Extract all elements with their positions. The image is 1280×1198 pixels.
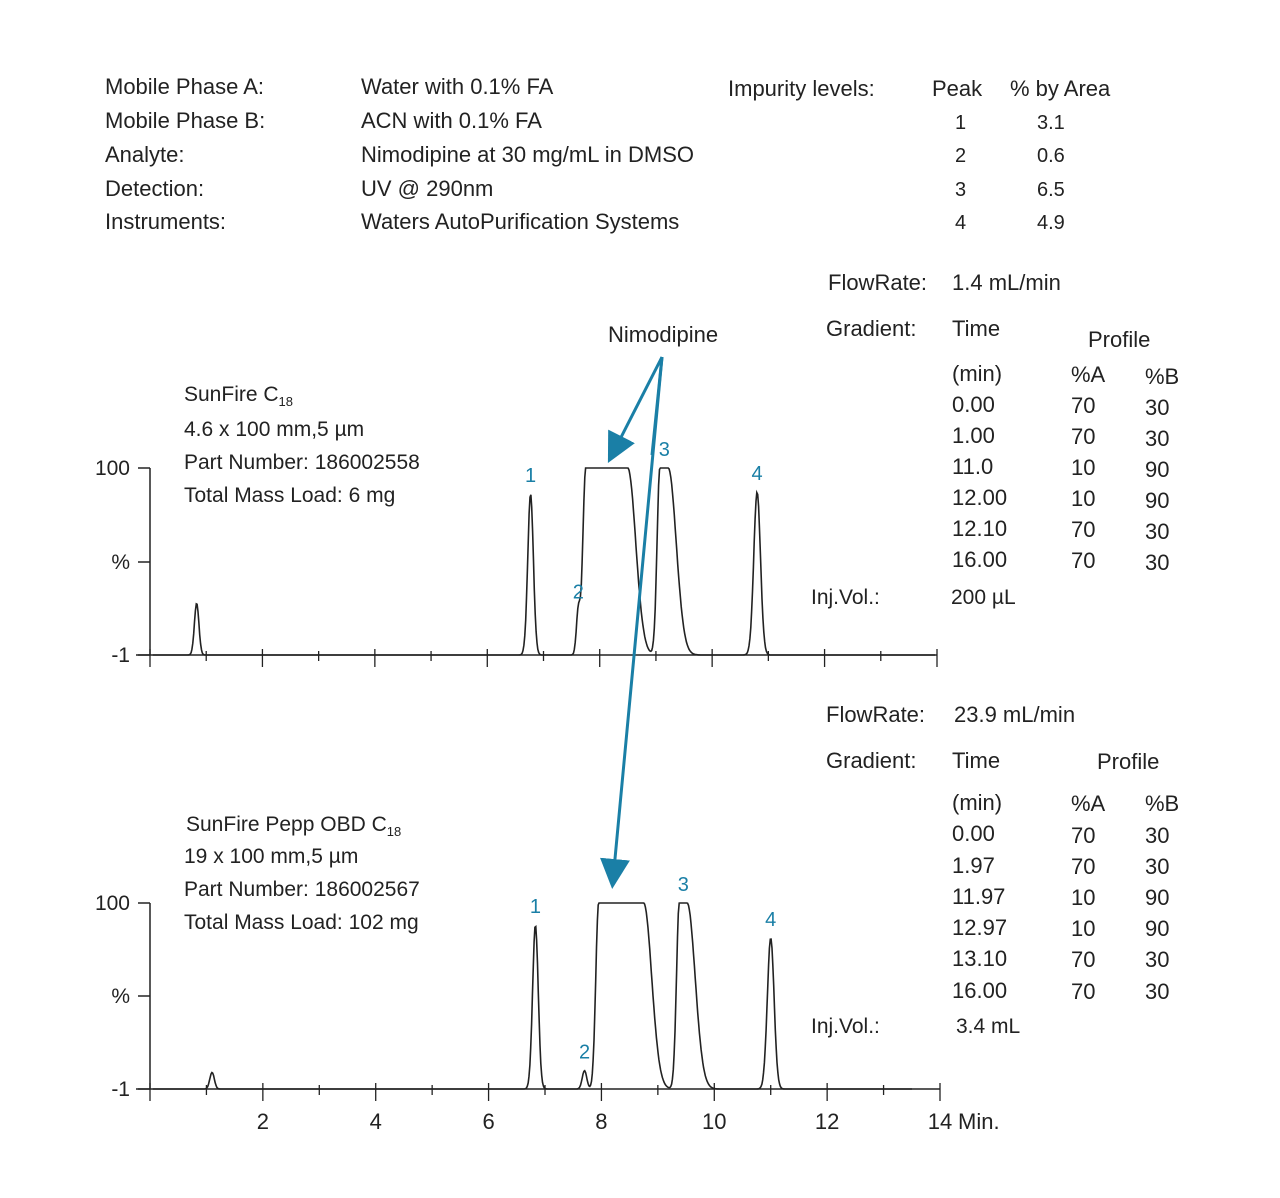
- impurity-area: 6.5: [1037, 179, 1065, 201]
- y-tick-label: 100: [94, 457, 130, 480]
- label-detection: Detection:: [105, 176, 205, 201]
- top-mass-load: Total Mass Load: 6 mg: [184, 484, 396, 507]
- top-inj-value: 200 µL: [951, 586, 1016, 609]
- y-tick-label: %: [111, 551, 130, 574]
- top-time-label: Time: [952, 316, 1001, 341]
- bottom-gradient-time: 12.97: [952, 915, 1008, 940]
- x-tick-label: 10: [702, 1109, 727, 1134]
- top-gradient-b: 90: [1145, 488, 1170, 513]
- peak-label: 3: [677, 874, 689, 896]
- bottom-gradient-time: 0.00: [952, 821, 995, 846]
- bottom-gradient-b: 30: [1145, 947, 1170, 972]
- chromatogram-trace: [153, 903, 912, 1089]
- impurity-peak: 2: [955, 145, 967, 167]
- top-gradient-time: 12.00: [952, 485, 1008, 510]
- peak-label: 4: [751, 463, 763, 486]
- bottom-gradient-label: Gradient:: [826, 748, 917, 773]
- top-profile-label: Profile: [1088, 327, 1151, 352]
- top-flow-label: FlowRate:: [828, 270, 928, 295]
- top-column-dims: 4.6 x 100 mm,5 µm: [184, 418, 365, 441]
- top-gradient-a: 10: [1071, 455, 1096, 480]
- y-tick-label: %: [111, 985, 130, 1008]
- peak-label: 1: [525, 464, 537, 487]
- impurity-col-area: % by Area: [1010, 76, 1111, 101]
- bottom-gradient-a: 10: [1071, 916, 1096, 941]
- top-min-label: (min): [952, 361, 1003, 386]
- top-gradient-a: 70: [1071, 424, 1096, 449]
- bottom-gradient-time: 11.97: [952, 884, 1006, 909]
- bottom-gradient-b: 30: [1145, 823, 1170, 848]
- top-gradient-b: 90: [1145, 457, 1170, 482]
- bottom-gradient-time: 1.97: [952, 853, 995, 878]
- top-gradient-time: 1.00: [952, 423, 995, 448]
- bottom-inj-value: 3.4 mL: [956, 1015, 1021, 1038]
- impurity-peak: 1: [955, 112, 967, 134]
- bottom-time-label: Time: [952, 748, 1001, 773]
- bottom-gradient-b: 30: [1145, 979, 1170, 1004]
- bottom-gradient-b: 90: [1145, 916, 1170, 941]
- impurity-peak: 3: [955, 179, 967, 201]
- impurity-col-peak: Peak: [932, 76, 983, 101]
- value-mobile-phase-b: ACN with 0.1% FA: [361, 108, 542, 133]
- x-tick-label: 4: [369, 1109, 382, 1134]
- top-part-number: Part Number: 186002558: [184, 451, 420, 474]
- bottom-inj-label: Inj.Vol.:: [811, 1015, 880, 1038]
- top-column-name: SunFire $C_{18}$: [184, 383, 293, 410]
- bottom-gradient-time: 13.10: [952, 946, 1008, 971]
- bottom-part-number: Part Number: 186002567: [184, 878, 420, 901]
- bottom-flow-value: 23.9 mL/min: [954, 702, 1076, 727]
- y-tick-label: 100: [94, 892, 130, 915]
- x-tick-label: 6: [482, 1109, 495, 1134]
- x-tick-label: 8: [595, 1109, 608, 1134]
- bottom-flow-label: FlowRate:: [826, 702, 926, 727]
- bottom-gradient-a: 70: [1071, 854, 1096, 879]
- label-mobile-phase-b: Mobile Phase B:: [105, 108, 266, 133]
- impurity-area: 0.6: [1037, 145, 1065, 167]
- label-instruments: Instruments:: [105, 209, 227, 234]
- bottom-gradient-a: 70: [1071, 979, 1096, 1004]
- bottom-gradient-b: 30: [1145, 854, 1170, 879]
- peak-label: 2: [572, 581, 584, 604]
- chromatogram-trace: [153, 468, 935, 655]
- peak-label: 4: [765, 908, 777, 931]
- label-mobile-phase-a: Mobile Phase A:: [105, 74, 264, 99]
- bottom-mass-load: Total Mass Load: 102 mg: [184, 911, 419, 934]
- top-a-label: %A: [1071, 362, 1106, 387]
- bottom-gradient-a: 70: [1071, 947, 1096, 972]
- top-gradient-time: 0.00: [952, 392, 995, 417]
- x-tick-label: 2: [256, 1109, 269, 1134]
- impurity-area: 3.1: [1037, 112, 1065, 134]
- bottom-column-name: SunFire Pepp OBD $C_{18}$: [186, 813, 402, 840]
- top-gradient-b: 30: [1145, 550, 1170, 575]
- bottom-column-dims: 19 x 100 mm,5 µm: [184, 845, 359, 868]
- x-axis-unit: Min.: [958, 1109, 1000, 1134]
- top-gradient-a: 10: [1071, 486, 1096, 511]
- y-tick-label: -1: [111, 644, 130, 667]
- top-gradient-a: 70: [1071, 393, 1096, 418]
- impurity-title: Impurity levels:: [728, 76, 875, 101]
- bottom-gradient-a: 10: [1071, 885, 1096, 910]
- top-gradient-time: 11.0: [952, 454, 994, 479]
- impurity-area: 4.9: [1037, 212, 1065, 234]
- top-gradient-b: 30: [1145, 395, 1170, 420]
- bottom-a-label: %A: [1071, 791, 1106, 816]
- peak-label: 2: [578, 1041, 591, 1064]
- bottom-b-label: %B: [1145, 791, 1180, 816]
- top-flow-value: 1.4 mL/min: [952, 270, 1061, 295]
- top-gradient-label: Gradient:: [826, 316, 917, 341]
- value-mobile-phase-a: Water with 0.1% FA: [361, 74, 554, 99]
- x-tick-label: 14: [927, 1109, 953, 1134]
- top-gradient-time: 12.10: [952, 516, 1008, 541]
- top-gradient-b: 30: [1145, 519, 1170, 544]
- peak-label: 1: [529, 896, 541, 919]
- bottom-profile-label: Profile: [1097, 749, 1160, 774]
- value-detection: UV @ 290nm: [361, 176, 494, 201]
- top-gradient-a: 70: [1071, 548, 1096, 573]
- bottom-gradient-time: 16.00: [952, 978, 1008, 1003]
- nimodipine-label: Nimodipine: [608, 322, 719, 347]
- x-tick-label: 12: [814, 1109, 840, 1134]
- value-instruments: Waters AutoPurification Systems: [361, 209, 680, 234]
- impurity-peak: 4: [955, 212, 967, 234]
- top-b-label: %B: [1145, 364, 1180, 389]
- bottom-gradient-a: 70: [1071, 823, 1096, 848]
- top-gradient-time: 16.00: [952, 547, 1008, 572]
- peak-label: 3: [658, 439, 670, 461]
- bottom-min-label: (min): [952, 790, 1003, 815]
- top-gradient-b: 30: [1145, 426, 1170, 451]
- value-analyte: Nimodipine at 30 mg/mL in DMSO: [361, 142, 694, 167]
- label-analyte: Analyte:: [105, 142, 185, 167]
- y-tick-label: -1: [111, 1078, 130, 1101]
- bottom-gradient-b: 90: [1145, 885, 1170, 910]
- top-inj-label: Inj.Vol.:: [811, 586, 880, 609]
- top-gradient-a: 70: [1071, 517, 1096, 542]
